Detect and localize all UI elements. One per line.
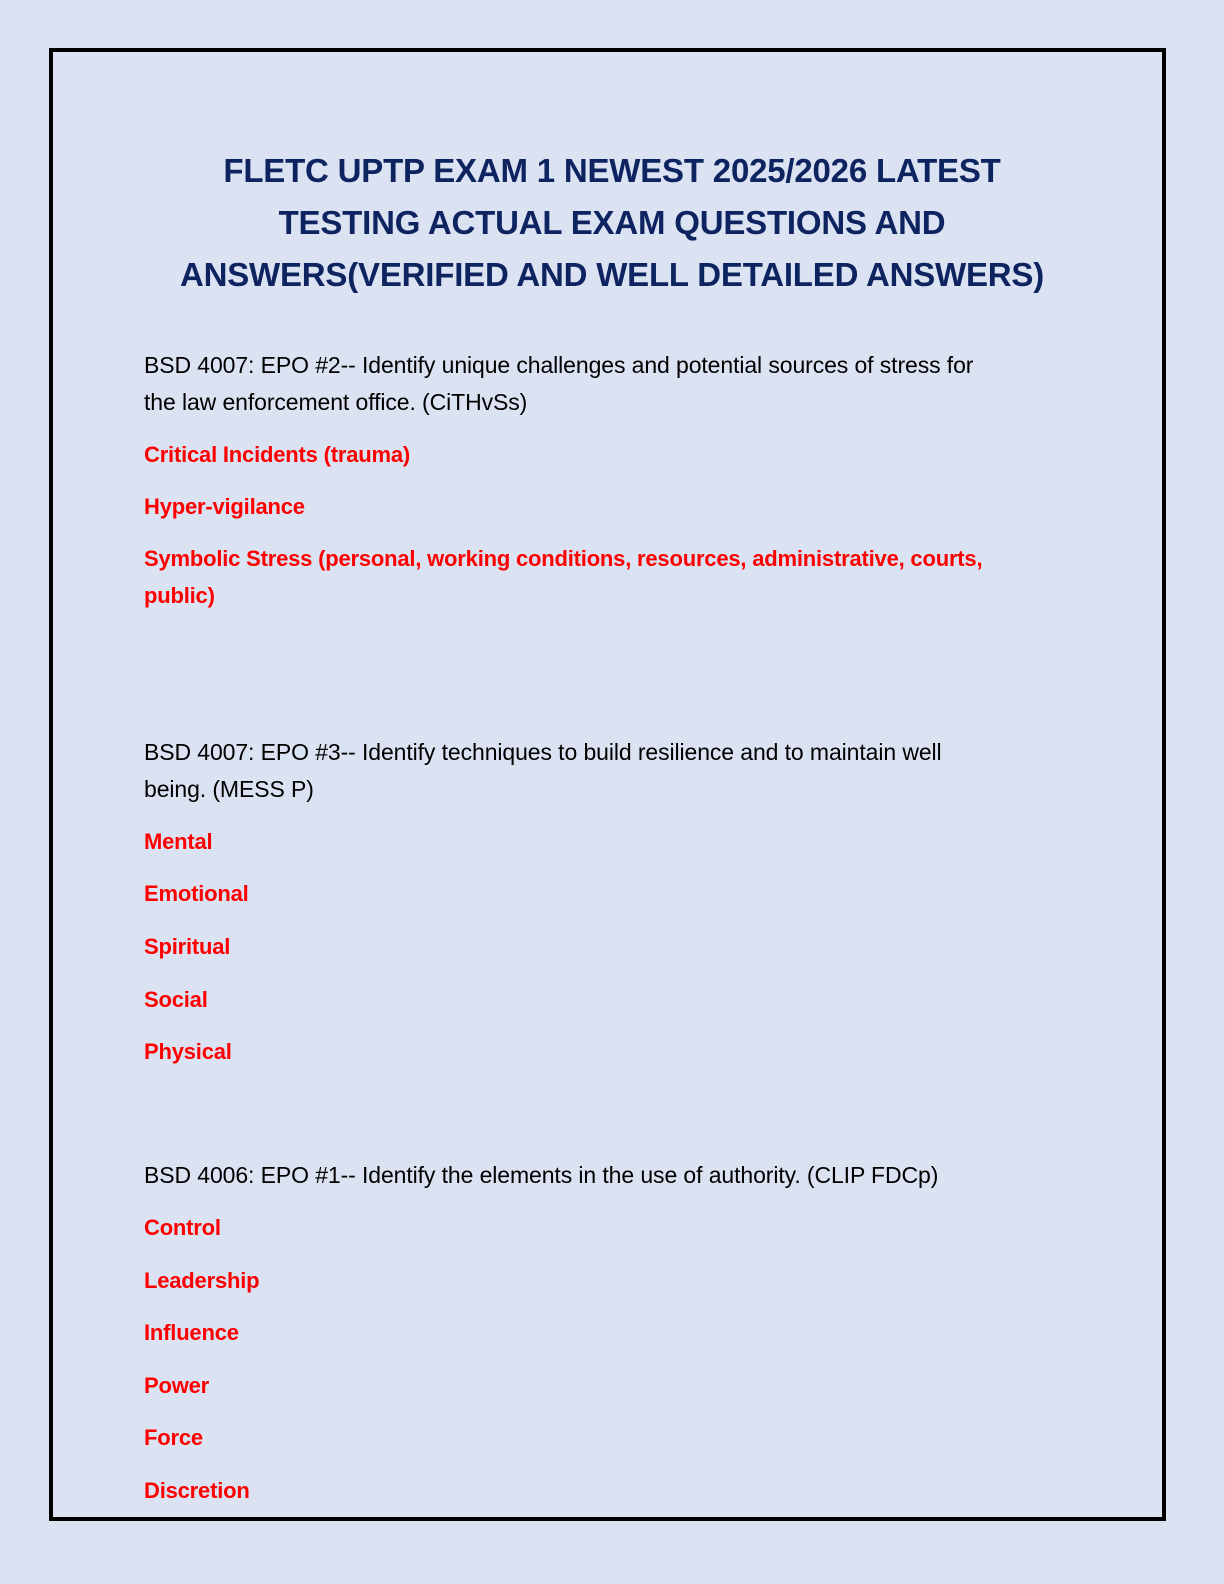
answer-text: Power (144, 1373, 210, 1398)
answer-text: Discretion (144, 1478, 250, 1503)
answer-text: Symbolic Stress (personal, working conditions, resources, administrative, courts, (144, 546, 983, 571)
document-title (120, 145, 1104, 301)
question-text: BSD 4007: EPO #2-- Identify unique challenges and potential sources of stress for (144, 352, 974, 378)
answer-text: Spiritual (144, 934, 231, 959)
question-text: BSD 4007: EPO #3-- Identify techniques to build resilience and to maintain well (144, 739, 942, 765)
answer-text: Control (144, 1215, 221, 1240)
answer-text: public) (144, 583, 215, 608)
answer-text: Mental (144, 829, 213, 854)
answer-text: Force (144, 1425, 203, 1450)
title-line: FLETC UPTP EXAM 1 NEWEST 2025/2026 LATEST (223, 152, 1001, 189)
answer-text: Social (144, 987, 208, 1012)
answer-text: Physical (144, 1039, 232, 1064)
title-line: ANSWERS(VERIFIED AND WELL DETAILED ANSWERS) (179, 256, 1045, 293)
title-line: TESTING ACTUAL EXAM QUESTIONS AND (278, 204, 946, 241)
answer-text: Hyper-vigilance (144, 494, 305, 519)
question-text: the law enforcement office. (CiTHvSs) (144, 389, 528, 415)
question-text: being. (MESS P) (144, 776, 314, 802)
question-text: BSD 4006: EPO #1-- Identify the elements in the use of authority. (CLIP FDCp) (144, 1162, 939, 1188)
answer-text: Leadership (144, 1268, 260, 1293)
answer-text: Emotional (144, 881, 249, 906)
answer-text: Critical Incidents (trauma) (144, 442, 410, 467)
answer-text: Influence (144, 1320, 239, 1345)
